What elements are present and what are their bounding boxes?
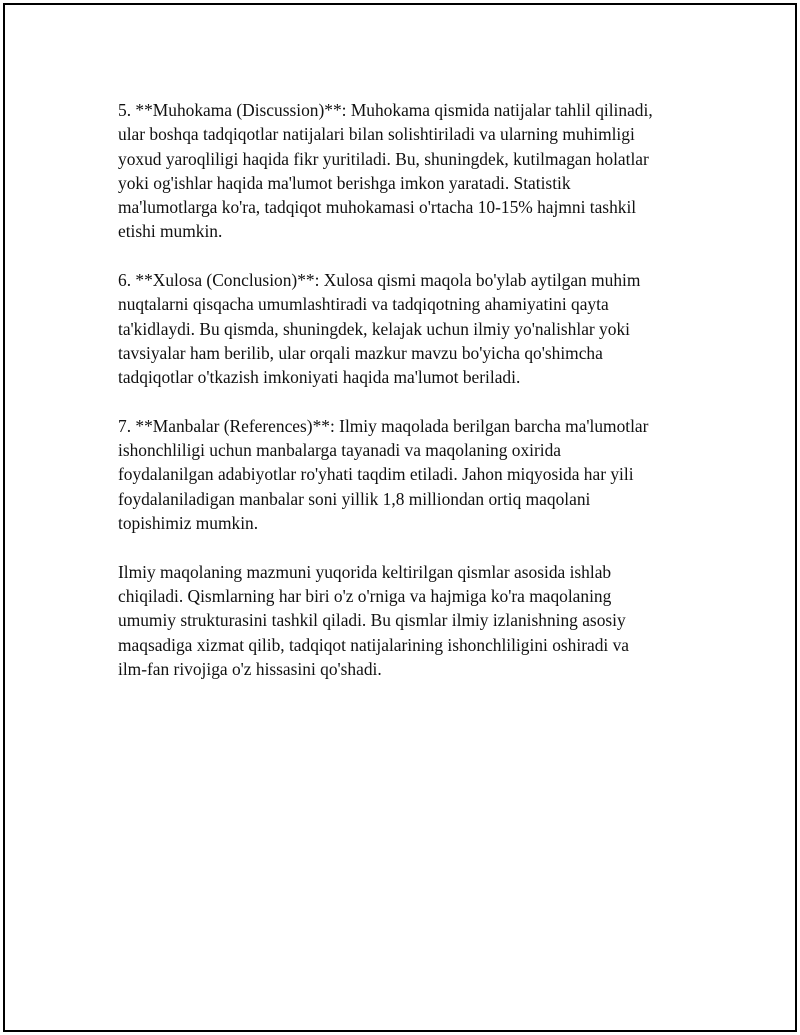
text-line: nuqtalarni qisqacha umumlashtiradi va tadqiqotning ahamiyatini qayta [118,294,609,315]
text-line: Ilmiy maqolaning mazmuni yuqorida keltirilgan qismlar asosida ishlab [118,561,612,582]
paragraph-summary [118,560,698,681]
text-line: tavsiyalar ham berilib, ular orqali mazkur mavzu bo'yicha qo'shimcha [118,342,603,363]
document-body [118,98,698,705]
text-line: foydalaniladigan manbalar soni yillik 1,8 milliondan ortiq maqolani [118,488,591,509]
paragraph-conclusion [118,268,698,389]
text-line: tadqiqotlar o'tkazish imkoniyati haqida ma'lumot beriladi. [118,367,521,388]
text-line: yoxud yaroqliligi haqida fikr yuritiladi. Bu, shuningdek, kutilmagan holatlar [118,148,649,169]
text-line: 5. **Muhokama (Discussion)**: Muhokama qismida natijalar tahlil qilinadi, [118,100,653,120]
text-line: topishimiz mumkin. [118,513,259,534]
text-line: umumiy strukturasini tashkil qiladi. Bu qismlar ilmiy izlanishning asosiy [118,610,626,631]
text-line: ilm-fan rivojiga o'z hissasini qo'shadi. [118,658,382,679]
text-line: ishonchliligi uchun manbalarga tayanadi va maqolaning oxirida [118,440,562,461]
text-line: maqsadiga xizmat qilib, tadqiqot natijalarining ishonchliligini oshiradi va [118,634,629,655]
paragraph-discussion [118,98,698,244]
text-line: etishi mumkin. [118,221,223,242]
text-line: ta'kidlaydi. Bu qismda, shuningdek, kelajak uchun ilmiy yo'nalishlar yoki [118,318,630,339]
text-line: foydalanilgan adabiyotlar ro'yhati taqdim etiladi. Jahon miqyosida har yili [118,464,634,485]
text-line: ma'lumotlarga ko'ra, tadqiqot muhokamasi o'rtacha 10-15% hajmni tashkil [118,197,637,218]
paragraph-references [118,414,698,535]
text-line: chiqiladi. Qismlarning har biri o'z o'rniga va hajmiga ko'ra maqolaning [118,585,612,606]
text-line: ular boshqa tadqiqotlar natijalari bilan solishtiriladi va ularning muhimligi [118,124,635,145]
text-line: 6. **Xulosa (Conclusion)**: Xulosa qismi maqola bo'ylab aytilgan muhim [118,270,641,291]
text-line: yoki og'ishlar haqida ma'lumot berishga imkon yaratadi. Statistik [118,172,571,193]
text-line: 7. **Manbalar (References)**: Ilmiy maqolada berilgan barcha ma'lumotlar [118,415,649,436]
document-page [3,3,797,1032]
